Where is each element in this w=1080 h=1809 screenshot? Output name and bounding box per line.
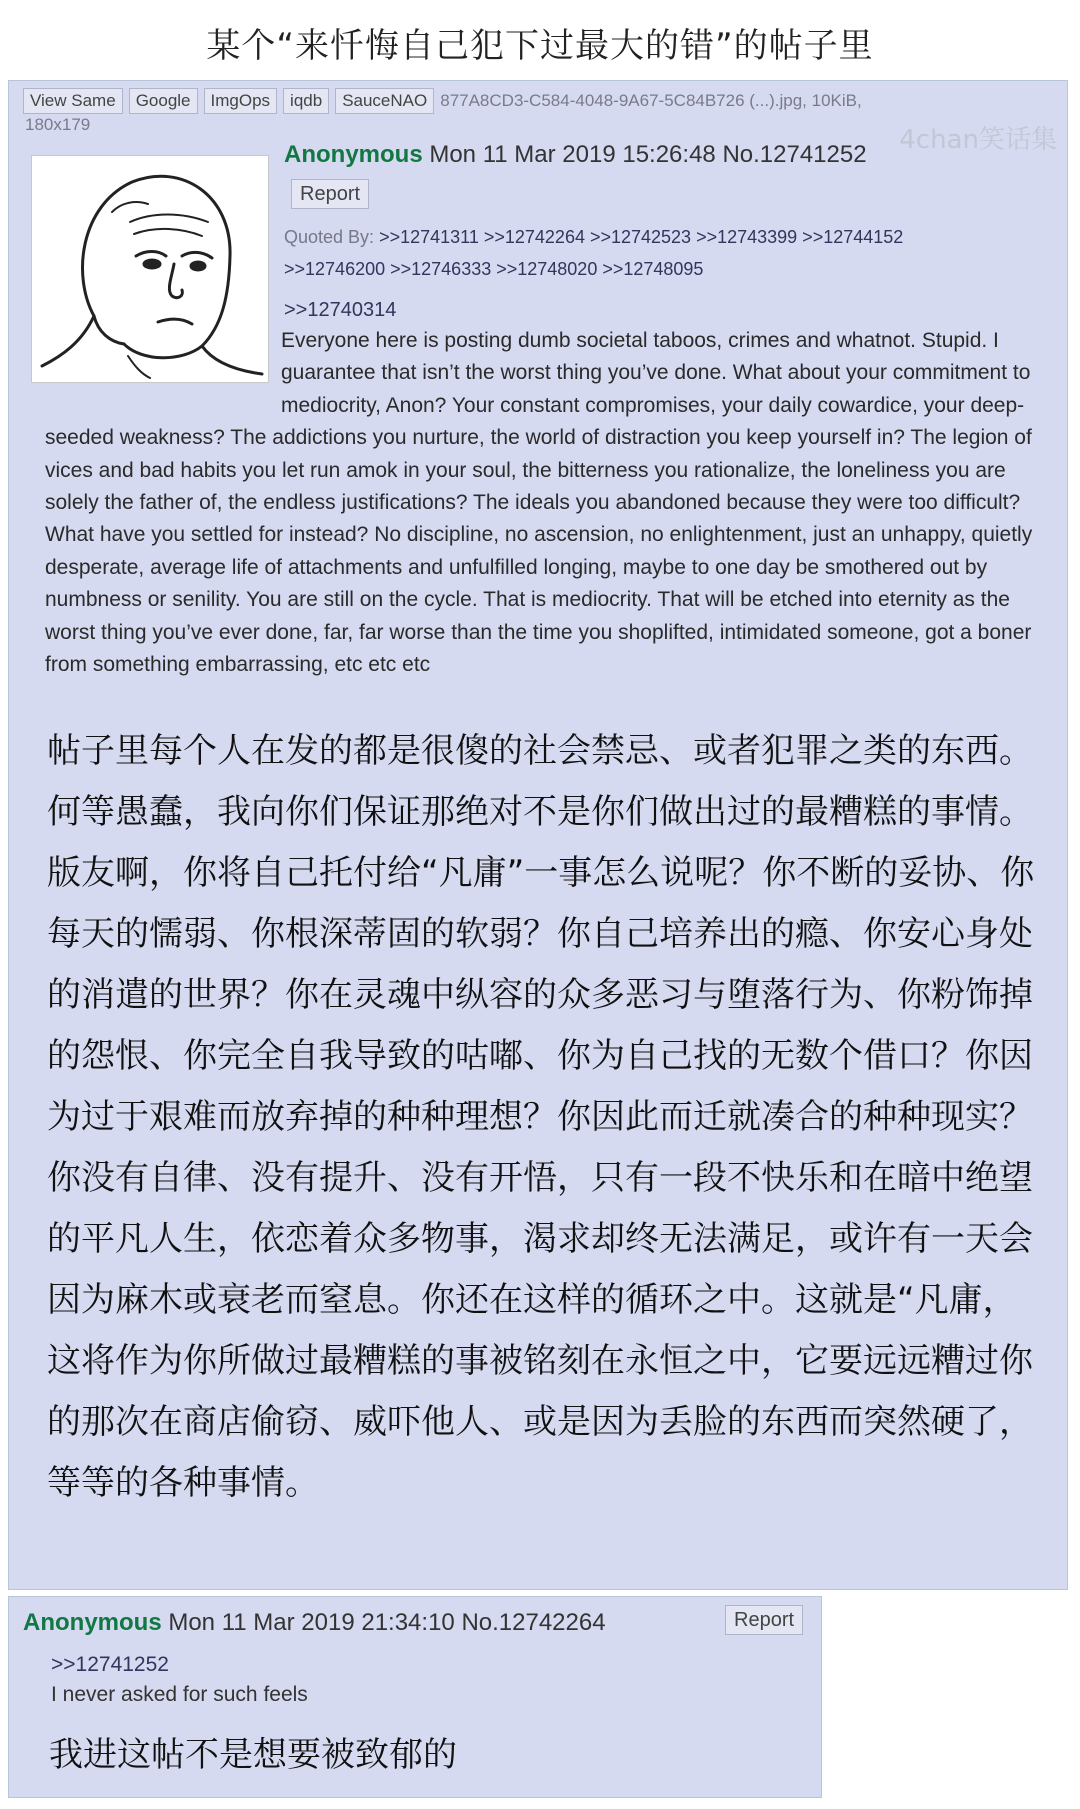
reply-header [23, 1609, 606, 1637]
report-button[interactable]: Report [725, 1605, 803, 1635]
reply-post [8, 1596, 822, 1798]
google-button[interactable]: Google [129, 88, 198, 114]
iqdb-button[interactable]: iqdb [283, 88, 329, 114]
file-dimensions: 180x179 [25, 115, 91, 134]
page-title: 某个“来忏悔自己犯下过最大的错”的帖子里 [206, 26, 874, 66]
post-datetime: Mon 11 Mar 2019 15:26:48 [429, 141, 716, 168]
imgops-button[interactable]: ImgOps [204, 88, 278, 114]
reply-english-text: I never asked for such feels [51, 1683, 308, 1706]
post-datetime: Mon 11 Mar 2019 21:34:10 [168, 1609, 455, 1636]
quoted-by-links[interactable]: >>12746200 >>12746333 >>12748020 >>12748095 [284, 259, 704, 279]
poster-name: Anonymous [284, 141, 423, 168]
quoted-by-label: Quoted By: [284, 227, 375, 247]
report-button[interactable]: Report [291, 179, 369, 209]
reply-chinese-translation: 我进这帖不是想要被致郁的 [49, 1735, 457, 1775]
file-name-link[interactable]: 877A8CD3-C584-4048-9A67-5C84B726 (...).jpg, 10KiB, [440, 91, 862, 110]
saucenao-button[interactable]: SauceNAO [335, 88, 434, 114]
op-header [284, 141, 867, 169]
post-number[interactable]: No.12742264 [461, 1609, 606, 1636]
op-post [8, 80, 1068, 1590]
quoted-by-list [284, 221, 1054, 285]
watermark: 4chan笑话集 [899, 125, 1057, 155]
poster-name: Anonymous [23, 1609, 162, 1636]
file-info-bar [23, 85, 1053, 117]
post-number[interactable]: No.12741252 [722, 141, 867, 168]
quote-link[interactable]: >>12740314 [284, 299, 397, 321]
quoted-by-links[interactable]: >>12741311 >>12742264 >>12742523 >>12743399 >>12744152 [379, 227, 904, 247]
view-same-button[interactable]: View Same [23, 88, 123, 114]
post-chinese-translation: 帖子里每个人在发的都是很傻的社会禁忌、或者犯罪之类的东西。何等愚蠢，我向你们保证那绝对不是你们做出过的最糟糕的事情。版友啊，你将自己托付给“凡庸”一事怎么说呢？你不断的妥协、你每天的懦弱、你根深蒂固的软弱？你自己培养出的瘾、你安心身处的消遣的世界？你在灵魂中纵容的众多恶习与堕落行为、你粉饰掉的怨恨、你完全自我导致的咕嘟、你为自己找的无数个借口？你因为过于艰难而放弃掉的种种理想？你因此而迁就凑合的种种现实？你没有自律、没有提升、没有开悟，只有一段不快乐和在暗中绝望的平凡人生，依恋着众多物事，渴求却终无法满足，或许有一天会因为麻木或衰老而窒息。你还在这样的循环之中。这就是“凡庸，这将作为你所做过最糟糕的事被铭刻在永恒之中，它要远远糟过你的那次在商店偷窃、威吓他人、或是因为丢脸的东西而突然硬了，等等的各种事情。 [47, 731, 1035, 1503]
quote-link[interactable]: >>12741252 [51, 1653, 169, 1676]
post-english-text: Everyone here is posting dumb societal taboos, crimes and whatnot. Stupid. I guarantee that isn’t the worst thing you’ve done. What about your commitment to mediocrity, Anon? Your constant compromises, your daily cowardice, your deep-seeded weakness? The addictions you nurture, the world of distraction you keep yourself in? The legion of vices and bad habits you let run amok in your soul, the bitterness you rationalize, the loneliness you are solely the father of, the endless justifications? The ideals you abandoned because they were too difficult? What have you settled for instead? No discipline, no ascension, no enlightenment, just an unhappy, quietly desperate, average life of attachments and unfulfilled longing, maybe to one day be smothered out by numbness or senility. You are still on the cycle. That is mediocrity. That will be etched into eternity as the worst thing you’ve ever done, far, far worse than the time you shoplifted, intimidated someone, got a boner from something embarrassing, etc etc etc [45, 329, 1033, 677]
